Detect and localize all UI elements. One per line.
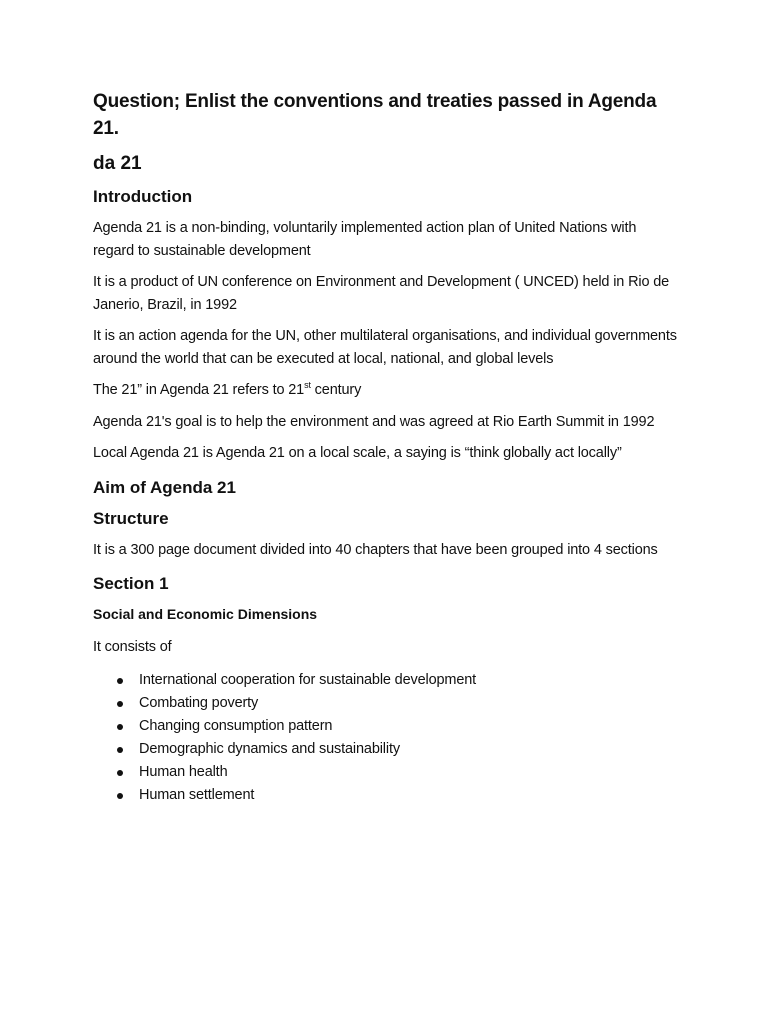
intro-paragraph-1: Agenda 21 is a non-binding, voluntarily implemented action plan of United Nations with regard to sustainable development <box>93 220 637 259</box>
list-item <box>93 669 678 692</box>
bullet-icon <box>117 747 123 753</box>
list-item <box>93 692 678 715</box>
bullet-icon <box>117 793 123 799</box>
section1-intro: It consists of <box>93 639 172 655</box>
document-body <box>93 88 678 807</box>
question-title: Question; Enlist the conventions and treaties passed in Agenda 21. <box>93 91 657 139</box>
list-item-text: Human settlement <box>139 786 255 803</box>
century-superscript: st <box>304 380 311 391</box>
aim-heading: Aim of Agenda 21 <box>93 477 236 497</box>
section1-heading: Section 1 <box>93 574 169 593</box>
bullet-icon <box>117 770 123 776</box>
introduction-heading: Introduction <box>93 187 193 206</box>
bullet-icon <box>117 701 123 707</box>
list-item <box>93 761 678 784</box>
subtitle: da 21 <box>93 153 142 174</box>
list-item <box>93 738 678 761</box>
section1-list <box>93 669 678 807</box>
bullet-icon <box>117 724 123 730</box>
list-item <box>93 715 678 738</box>
list-item-text: Human health <box>139 763 228 780</box>
intro-paragraph-3: It is an action agenda for the UN, other multilateral organisations, and individual governments around the world that can be executed at local, national, and global levels <box>93 328 677 367</box>
century-text-before: The 21” in Agenda 21 refers to 21 <box>93 382 305 398</box>
bullet-icon <box>117 678 123 684</box>
list-item <box>93 784 678 807</box>
structure-paragraph: It is a 300 page document divided into 40 chapters that have been grouped into 4 sections <box>93 541 658 558</box>
century-text-after: century <box>310 382 362 398</box>
list-item-text: Demographic dynamics and sustainability <box>139 740 400 757</box>
century-paragraph <box>93 379 678 402</box>
intro-paragraph-6: Local Agenda 21 is Agenda 21 on a local scale, a saying is “think globally act locally” <box>93 445 622 461</box>
section1-subheading: Social and Economic Dimensions <box>93 606 318 622</box>
structure-heading: Structure <box>93 508 169 528</box>
list-item-text: Changing consumption pattern <box>139 717 333 734</box>
list-item-text: Combating poverty <box>139 694 259 711</box>
intro-paragraph-2: It is a product of UN conference on Environment and Development ( UNCED) held in Rio de Janerio, Brazil, in 1992 <box>93 274 670 313</box>
list-item-text: International cooperation for sustainable development <box>139 671 477 688</box>
intro-paragraph-5: Agenda 21's goal is to help the environment and was agreed at Rio Earth Summit in 1992 <box>93 413 655 430</box>
